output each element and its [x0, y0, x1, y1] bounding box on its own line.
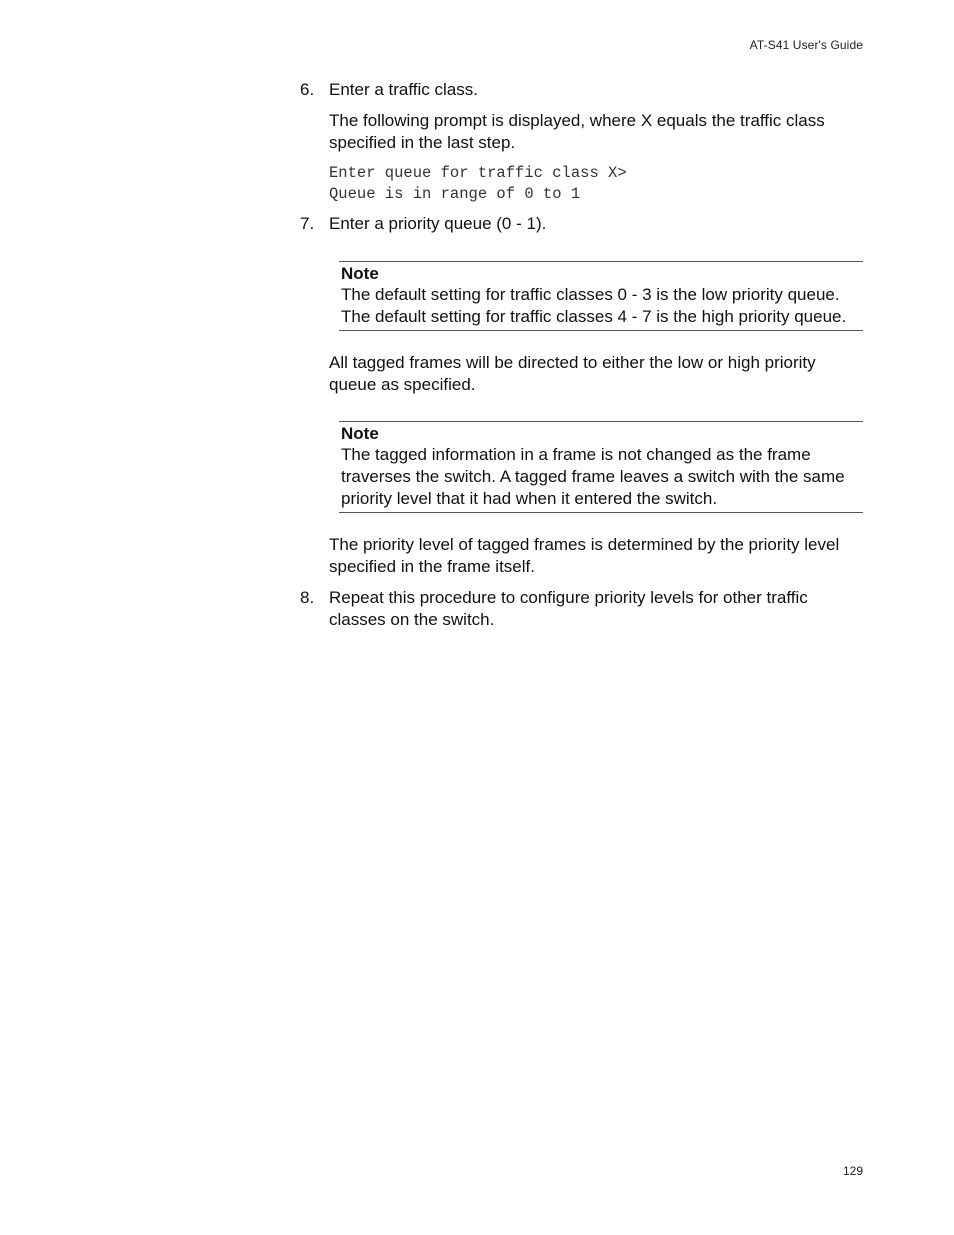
- step-6-description: The following prompt is displayed, where X equals the traffic class specified in the last step.: [329, 111, 825, 152]
- running-header: AT-S41 User's Guide: [749, 38, 863, 52]
- tagged-frames-paragraph: All tagged frames will be directed to either the low or high priority queue as specified.: [329, 353, 816, 394]
- step-text: Enter a traffic class.: [329, 80, 478, 99]
- note-box-tagged-info: [339, 421, 863, 513]
- step-text: Repeat this procedure to configure priority levels for other traffic classes on the switch.: [329, 588, 808, 629]
- code-line-2: Queue is in range of 0 to 1: [329, 185, 581, 203]
- note-box-default-queues: [339, 261, 863, 331]
- page-number: 129: [842, 1164, 863, 1178]
- code-line-1: Enter queue for traffic class X>: [329, 164, 627, 182]
- priority-level-paragraph: The priority level of tagged frames is determined by the priority level specified in the frame itself.: [329, 535, 840, 576]
- step-number: 8.: [300, 588, 315, 607]
- step-text: Enter a priority queue (0 - 1).: [329, 214, 547, 233]
- note-title: Note: [341, 424, 379, 443]
- note-text: The tagged information in a frame is not changed as the frame traverses the switch. A tagged frame leaves a switch with the same priority level that it had when it entered the switch.: [341, 445, 845, 508]
- note-line-1: The default setting for traffic classes 0 - 3 is the low priority queue.: [341, 285, 840, 304]
- code-block: [329, 163, 627, 205]
- note-line-2: The default setting for traffic classes 4 - 7 is the high priority queue.: [341, 307, 847, 326]
- note-title: Note: [341, 264, 379, 283]
- step-number: 7.: [300, 214, 315, 233]
- step-number: 6.: [300, 80, 315, 99]
